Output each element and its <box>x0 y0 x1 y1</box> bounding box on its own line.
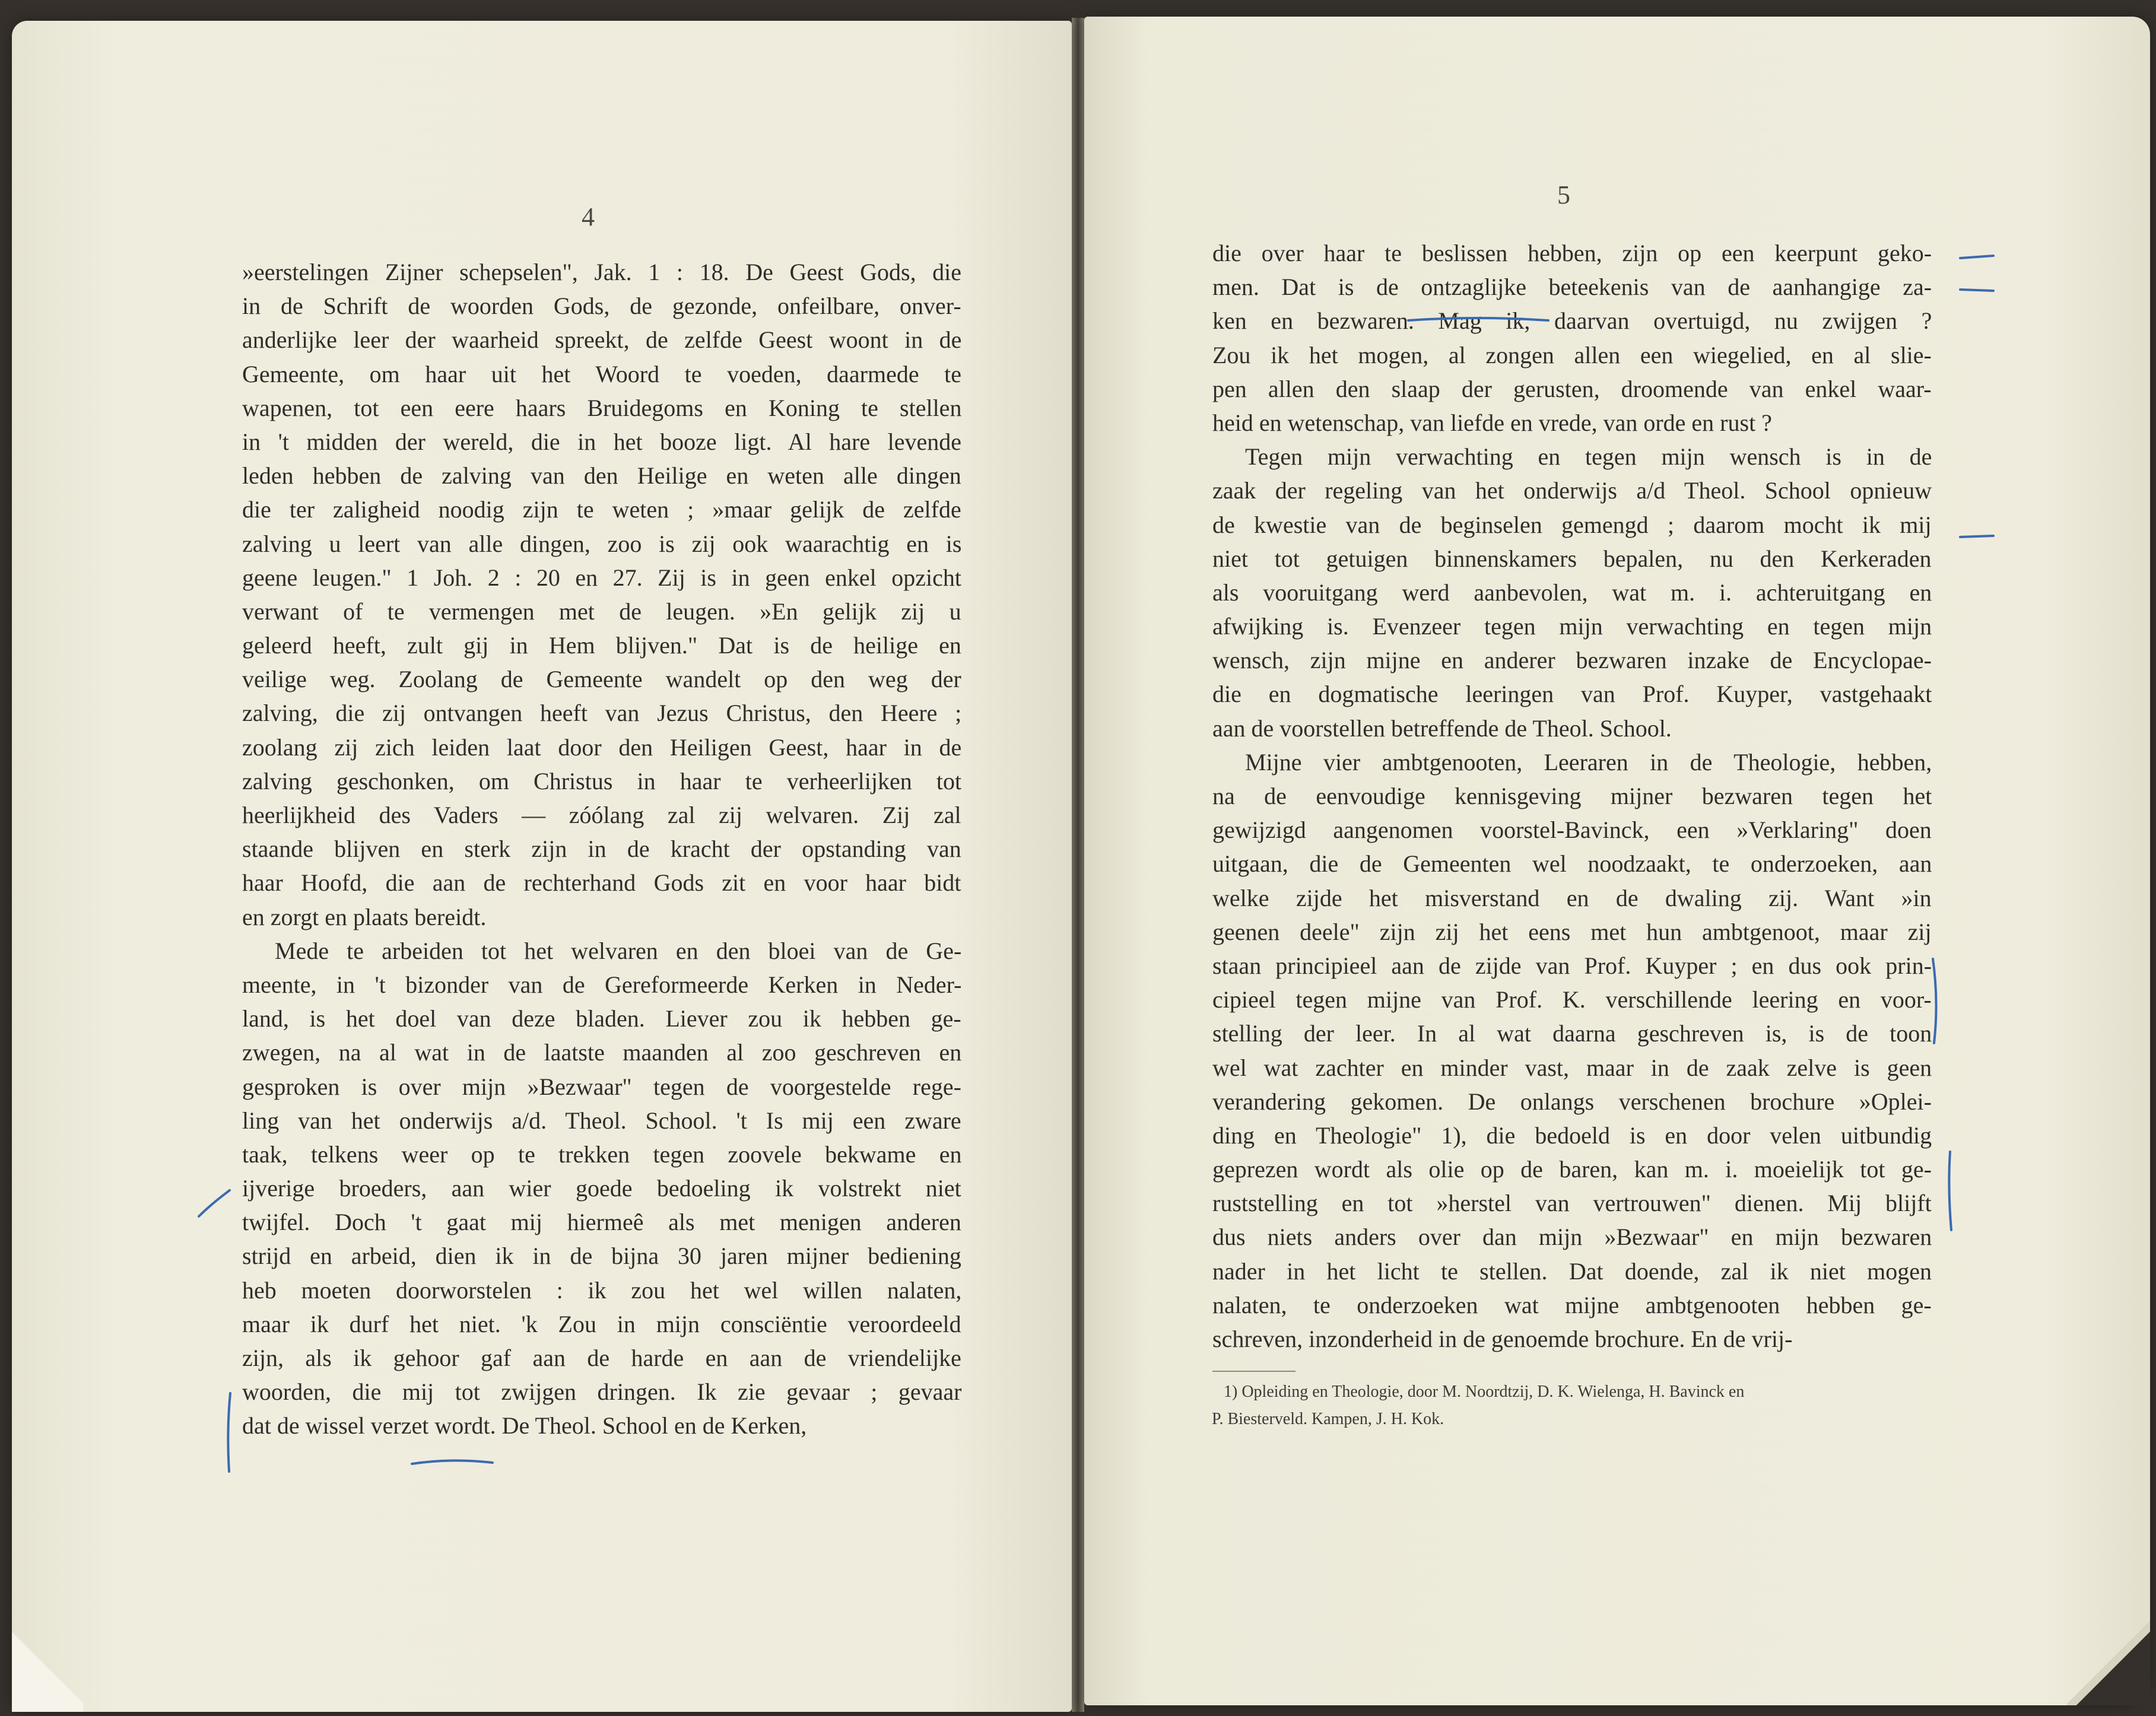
right-page-text-line: wel wat zachter en minder vast, maar in de zaak zelve is geen <box>1212 1054 1932 1081</box>
right-page-text-line: aan de voorstellen betreffende de Theol. School. <box>1212 714 1672 742</box>
right-margin-bar-annotation-2 <box>1942 1147 1960 1236</box>
right-page-text-line: niet tot getuigen binnenskamers bepalen, nu den Kerkeraden <box>1212 545 1932 572</box>
left-page-text-line: dat de wissel verzet wordt. De Theol. School en de Kerken, <box>242 1412 807 1439</box>
left-page-text-line: zalving geschonken, om Christus in haar te verheerlijken tot <box>242 767 962 795</box>
left-page-text-line: strijd en arbeid, dien ik in de bijna 30 jaren mijner bediening <box>242 1242 961 1270</box>
left-page-text-line: twijfel. Doch 't gaat mij hiermeê als met menigen anderen <box>242 1209 961 1236</box>
footnote-line: 1) Opleiding en Theologie, door M. Noordtzij, D. K. Wielenga, H. Bavinck en <box>1224 1383 1745 1401</box>
book-gutter <box>1072 18 1084 1712</box>
left-page-text-line: maar ik durf het niet. 'k Zou in mijn consciëntie veroordeeld <box>242 1310 961 1337</box>
right-page-text-line: na de eenvoudige kennisgeving mijner bezwaren tegen het <box>1212 783 1932 809</box>
right-page-text-line: men. Dat is de ontzaglijke beteekenis van de aanhangige za- <box>1212 274 1932 301</box>
left-page-text-line: heerlijkheid des Vaders — zóólang zal zij welvaren. Zij zal <box>242 802 961 828</box>
left-margin-tick-annotation <box>193 1181 240 1228</box>
left-page-text-line: veilige weg. Zoolang de Gemeente wandelt op den weg der <box>242 666 961 693</box>
left-page-text-line: in de Schrift de woorden Gods, de gezonde, onfeilbare, onver- <box>242 293 961 320</box>
right-page-text-line: verandering gekomen. De onlangs verschenen brochure »Oplei- <box>1212 1088 1932 1115</box>
right-page-text-line: afwijking is. Evenzeer tegen mijn verwachting en tegen mijn <box>1212 613 1932 640</box>
worn-corner-bottom-right <box>2067 1604 2150 1705</box>
left-page-text-line: in 't midden der wereld, die in het booze ligt. Al hare levende <box>242 428 962 455</box>
left-page-text-line: ijverige broeders, aan wier goede bedoeling ik volstrekt niet <box>242 1175 961 1202</box>
left-page-text-line: meente, in 't bizonder van de Gereformeerde Kerken in Neder- <box>242 971 962 998</box>
right-page-text-line: nader in het licht te stellen. Dat doende, zal ik niet mogen <box>1212 1257 1932 1285</box>
left-page-text-line: geene leugen." 1 Joh. 2 : 20 en 27. Zij is in geen enkel opzicht <box>242 564 961 591</box>
right-page-text-line: staan principieel aan de zijde van Prof. Kuyper ; en dus ook prin- <box>1212 952 1932 979</box>
right-page-text-line: die over haar te beslissen hebben, zijn op een keerpunt geko- <box>1212 240 1932 266</box>
right-page-text-line: pen allen den slaap der gerusten, droomende van enkel waar- <box>1212 375 1932 402</box>
right-page-text-line: heid en wetenschap, van liefde en vrede, van orde en rust ? <box>1212 409 1772 436</box>
right-page-text-line: Zou ik het mogen, al zongen allen een wiegelied, en al slie- <box>1212 341 1932 368</box>
footnote-separator <box>1212 1371 1295 1372</box>
right-page-number: 5 <box>1557 180 1570 209</box>
left-page-text-line: Mede te arbeiden tot het welvaren en den bloei van de Ge- <box>275 937 962 964</box>
right-page-text-line: nalaten, te onderzoeken wat mijne ambtgenooten hebben ge- <box>1212 1291 1932 1318</box>
left-page-text-line: wapenen, tot een eere haars Bruidegoms en Koning te stellen <box>242 394 962 421</box>
left-page <box>12 21 1072 1712</box>
right-page-text-line: welke zijde het misverstand en de dwaling zij. Want »in <box>1212 884 1932 911</box>
right-page-text-line: geprezen wordt als olie op de baren, kan m. i. moeielijk tot ge- <box>1212 1156 1932 1183</box>
right-margin-dash-annotation-1 <box>1957 251 1998 263</box>
right-page-text-line: ding en Theologie" 1), die bedoeld is en door velen uitbundig <box>1212 1121 1932 1149</box>
left-page-text-line: zwegen, na al wat in de laatste maanden al zoo geschreven en <box>242 1039 962 1066</box>
right-page-text-line: ken en bezwaren. Mag ik, daarvan overtuigd, nu zwijgen ? <box>1212 307 1932 335</box>
right-page-text-line: ruststelling en tot »herstel van vertrouwen" dienen. Mij blijft <box>1212 1190 1932 1217</box>
left-page-text <box>242 255 961 1443</box>
right-page-text-line: Mijne vier ambtgenooten, Leeraren in de Theologie, hebben, <box>1245 748 1932 776</box>
right-page-text-line: cipieel tegen mijne van Prof. K. verschillende leering en voor- <box>1212 986 1932 1013</box>
left-page-text-line: heb moeten doorworstelen : ik zou het wel willen nalaten, <box>242 1276 962 1304</box>
left-page-text-line: en zorgt en plaats bereidt. <box>242 903 487 930</box>
right-margin-bar-annotation-1 <box>1927 954 1945 1049</box>
left-page-text-line: zoolang zij zich leiden laat door den Heiligen Geest, haar in de <box>242 733 962 761</box>
right-page <box>1084 17 2150 1705</box>
verzet-underline-annotation <box>409 1457 498 1470</box>
right-page-text-line: gewijzigd aangenomen voorstel-Bavinck, een »Verklaring" doen <box>1212 816 1932 844</box>
right-page-text <box>1212 236 1932 1356</box>
right-page-text-line: geenen deele" zijn zij het eens met hun ambtgenoot, maar zij <box>1212 918 1932 945</box>
right-page-text-line: schreven, inzonderheid in de genoemde brochure. En de vrij- <box>1212 1326 1793 1352</box>
right-page-text-line: uitgaan, die de Gemeenten wel noodzaakt, te onderzoeken, aan <box>1212 850 1932 878</box>
right-page-text-line: die en dogmatische leeringen van Prof. Kuyper, vastgehaakt <box>1212 681 1932 708</box>
left-page-text-line: zalving u leert van alle dingen, zoo is zij ook waarachtig en is <box>242 530 962 557</box>
right-page-text-line: als vooruitgang werd aanbevolen, wat m. i. achteruitgang en <box>1212 579 1932 606</box>
left-page-text-line: gesproken is over mijn »Bezwaar" tegen de voorgestelde rege- <box>242 1073 961 1100</box>
left-page-text-line: zalving, die zij ontvangen heeft van Jezus Christus, den Heere ; <box>242 700 962 727</box>
left-page-text-line: zijn, als ik gehoor gaf aan de harde en aan de vriendelijke <box>242 1345 961 1371</box>
right-margin-dash-annotation-3 <box>1957 530 1998 542</box>
right-page-text-line: de kwestie van de beginselen gemengd ; daarom mocht ik mij <box>1212 511 1932 538</box>
left-page-text-line: taak, telkens weer op te trekken tegen zoovele bekwame en <box>242 1140 962 1168</box>
right-page-text-line: stelling der leer. In al wat daarna geschreven is, is de toon <box>1212 1020 1932 1047</box>
left-page-text-line: geleerd heeft, zult gij in Hem blijven." Dat is de heilige en <box>242 632 961 659</box>
right-margin-dash-annotation-2 <box>1957 284 1998 295</box>
ontzaglijke-underline-annotation <box>1406 313 1554 326</box>
left-page-text-line: die ter zaligheid noodig zijn te weten ; »maar gelijk de zelfde <box>242 496 961 523</box>
right-page-text-line: zaak der regeling van het onderwijs a/d Theol. School opnieuw <box>1212 477 1932 504</box>
right-page-text-line: dus niets anders over dan mijn »Bezwaar" en mijn bezwaren <box>1212 1224 1932 1251</box>
footnote-line: P. Biesterveld. Kampen, J. H. Kok. <box>1212 1410 1444 1428</box>
left-page-text-line: haar Hoofd, die aan de rechterhand Gods zit en voor haar bidt <box>242 869 961 897</box>
folded-corner-bottom-left <box>12 1623 83 1712</box>
left-page-text-line: verwant of te vermengen met de leugen. »En gelijk zij u <box>242 598 961 625</box>
left-page-text-line: leden hebben de zalving van den Heilige en weten alle dingen <box>242 462 961 490</box>
left-page-text-line: »eerstelingen Zijner schepselen", Jak. 1 : 18. De Geest Gods, die <box>242 259 962 285</box>
left-page-text-line: ling van het onderwijs a/d. Theol. School. 't Is mij een zware <box>242 1107 961 1134</box>
right-page-text-line: Tegen mijn verwachting en tegen mijn wensch is in de <box>1245 443 1932 471</box>
left-page-text-line: Gemeente, om haar uit het Woord te voeden, daarmede te <box>242 360 962 387</box>
left-page-text-line: land, is het doel van deze bladen. Liever zou ik hebben ge- <box>242 1005 961 1032</box>
footnote <box>1212 1378 1936 1433</box>
right-page-text-line: wensch, zijn mijne en anderer bezwaren inzake de Encyclopae- <box>1212 647 1932 674</box>
left-margin-bar-annotation <box>220 1388 237 1477</box>
left-page-text-line: staande blijven en sterk zijn in de kracht der opstanding van <box>242 835 961 863</box>
left-page-text-line: anderlijke leer der waarheid spreekt, de zelfde Geest woont in de <box>242 326 962 354</box>
left-page-text-line: woorden, die mij tot zwijgen dringen. Ik zie gevaar ; gevaar <box>242 1378 962 1406</box>
left-page-number: 4 <box>582 202 595 231</box>
